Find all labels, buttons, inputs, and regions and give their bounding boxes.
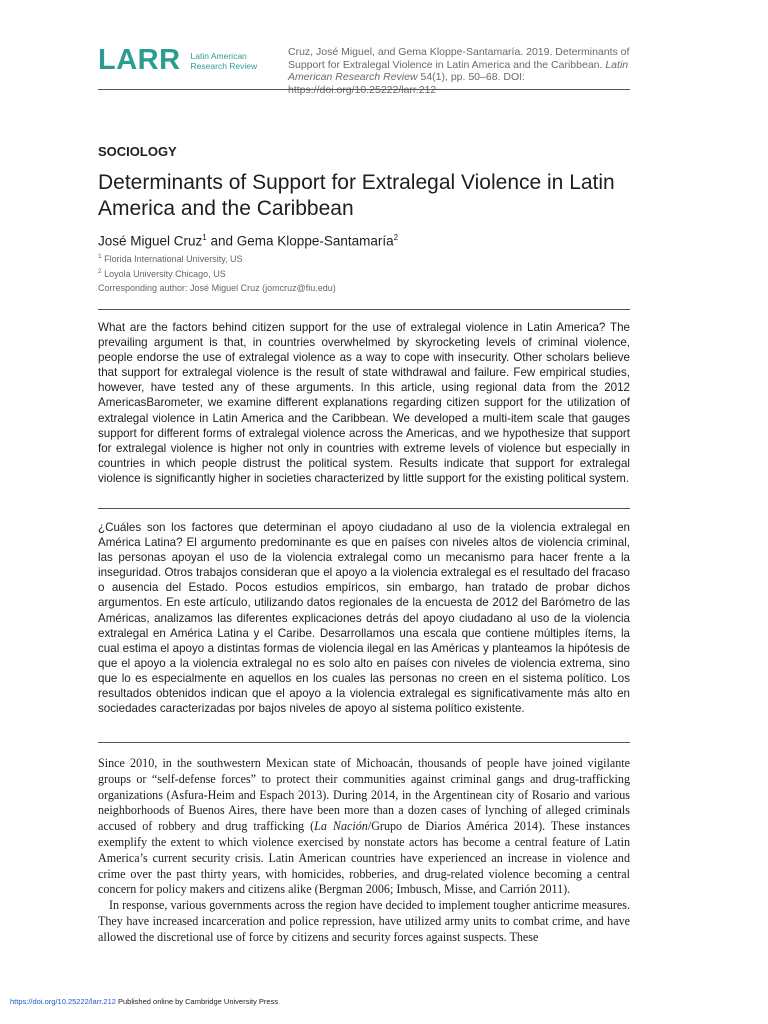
abstract-spanish: ¿Cuáles son los factores que determinan el apoyo ciudadano al uso de la violencia extralegal en América Latina? El argumento predominante es que en países con niveles altos de violencia criminal, las personas apoyan el uso de la violencia extralegal como un mecanismo para hacer frente a la inseguridad. Otros trabajos consideran que el apoyo a la violencia extralegal es el resultado del fracaso o ausencia del Estado. Pocos estudios empíricos, sin embargo, han tratado de probar dichos argumentos. En este artículo, utilizando datos regionales de la encuesta de 2012 del Barómetro de las Américas, analizamos las diferentes explicaciones detrás del apoyo ciudadano al uso de la violencia extralegal en América Latina y el Caribe. Desarrollamos una escala que contiene múltiples ítems, la cual estima el apoyo a distintas formas de violencia ilegal en las Américas y planteamos la hipótesis de que el apoyo a la violencia extralegal no es solo alto en países con niveles de violencia extrema, sino que lo es especialmente en aquellos en los cuales las personas no creen en el sistema político. Los resultados obtenidos indican que el apoyo a la violencia extralegal es significativamente más alto en sociedades caracterizadas por bajos niveles de apoyo al sistema político existente. [98, 521, 630, 716]
logo-wordmark: LARR [98, 44, 181, 76]
author-line [98, 233, 398, 249]
author-2-affil-marker: 2 [393, 233, 399, 242]
affiliation-1-text: Florida International University, US [104, 254, 243, 264]
affiliation-2 [98, 268, 226, 279]
body-paragraph-1 [98, 756, 630, 898]
abstract-bottom-rule [98, 742, 630, 743]
author-separator: and [206, 233, 237, 249]
corresponding-author: Corresponding author: José Miguel Cruz (jomcruz@fiu.edu) [98, 283, 336, 293]
abstract-top-rule [98, 309, 630, 310]
abstract-divider-rule [98, 508, 630, 509]
affiliation-2-marker: 2 [98, 268, 102, 275]
article-title: Determinants of Support for Extralegal Violence in Latin America and the Caribbean [98, 171, 615, 220]
affiliation-1-marker: 1 [98, 253, 102, 260]
author-1: José Miguel Cruz [98, 233, 203, 249]
header-rule [98, 89, 630, 90]
body-paragraph-1-part-a: Since 2010, in the southwestern Mexican state of Michoacán, thousands of people have joined vigilante groups or “self-defense forces” to protect their communities against criminal gangs and drug-trafficking organizations (Asfura-Heim and Espach 2013). During 2014, in the Argentinean city of Rosario and various neighborhoods of Buenos Aires, there have been more than a dozen cases of lynching of alleged criminals accused of robbery and drug trafficking ( [98, 756, 630, 834]
affiliation-1 [98, 253, 243, 264]
citation-details: 54(1), pp. 50–68. DOI: https://doi.org/10.25222/larr.212 [288, 71, 525, 96]
body-paragraph-2: In response, various governments across the region have decided to implement tougher anticrime measures. They have increased incarceration and police repression, have utilized army units to combat crime, and have allowed the discretional use of force by citizens and security forces against suspects. These [98, 898, 630, 944]
page-footer [10, 997, 278, 1006]
journal-logo [98, 46, 257, 75]
footer-text: Published online by Cambridge University Press [115, 997, 279, 1006]
logo-subtitle-line2: Research Review [190, 60, 258, 71]
doi-link[interactable]: https://doi.org/10.25222/larr.212 [10, 997, 116, 1006]
logo-subtitle-line1: Latin American [190, 50, 247, 61]
abstract-english: What are the factors behind citizen support for the use of extralegal violence in Latin America? The prevailing argument is that, in countries overwhelmed by skyrocketing levels of criminal violence, people endorse the use of extralegal violence as a way to cope with insecurity. Other scholars believe that support for extralegal violence is the result of state withdrawal and failure. Few empirical studies, however, have tested any of these arguments. In this article, using regional data from the 2012 AmericasBarometer, we examine different explanations regarding citizen support for the utilization of extralegal violence in Latin America and the Caribbean. We developed a multi-item scale that gauges support for different forms of extralegal violence across the Americas, and we hypothesize that support for extralegal violence is higher not only in countries with extreme levels of violence but especially in countries in which people distrust the political system. Results indicate that support for extralegal violence is significantly higher in societies characterized by little support for the existing political system. [98, 321, 630, 485]
body-paragraph-1-part-b: /Grupo de Diarios América 2014). These instances exemplify the extent to which violence exercised by nonstate actors has become a central feature of Latin America’s current security crisis. Latin American countries have experienced an increase in violence and crime over the past thirty years, with homicides, robberies, and drug-related violence becoming a central concern for policy makers and citizens alike (Bergman 2006; Imbusch, Misse, and Carrión 2011). [98, 819, 631, 897]
affiliation-2-text: Loyola University Chicago, US [104, 269, 226, 279]
citation-journal: Latin American Research Review [288, 58, 629, 83]
section-label: SOCIOLOGY [98, 144, 177, 159]
body-paragraph-1-italic: La Nación [314, 819, 368, 834]
author-1-affil-marker: 1 [202, 233, 207, 242]
citation-text: Cruz, José Miguel, and Gema Kloppe-Santamaría. 2019. Determinants of Support for Extralegal Violence in Latin America and the Caribbean. [288, 46, 630, 71]
author-2: Gema Kloppe-Santamaría [236, 233, 394, 249]
logo-subtitle [191, 51, 258, 71]
